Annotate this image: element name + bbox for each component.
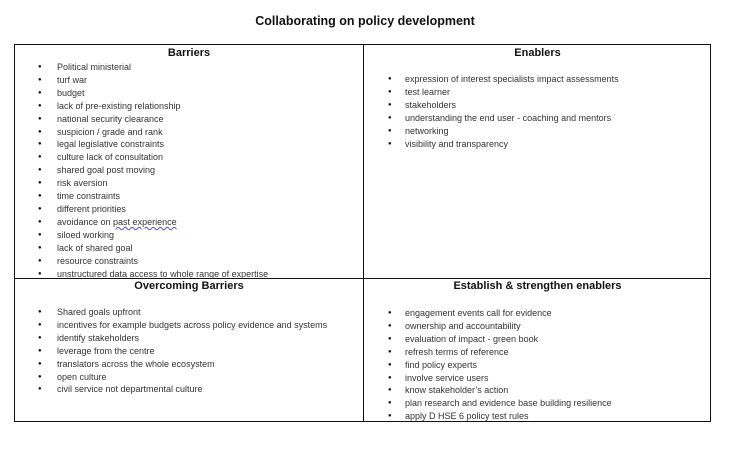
barriers-cell (15, 46, 363, 278)
establish-strengthen-heading: Establish & strengthen enablers (453, 280, 622, 292)
enablers-heading: Enablers (514, 47, 561, 59)
list-item: ● evaluation of impact - green book (364, 333, 711, 346)
establish-strengthen-list (364, 307, 711, 423)
list-item: ● Political ministerial (15, 61, 363, 74)
list-item: ● national security clearance (15, 113, 363, 126)
list-item: ● understanding the end user - coaching and mentors (364, 112, 711, 125)
list-item: ● plan research and evidence base building resilience (364, 397, 711, 410)
list-item: ● open culture (15, 371, 363, 384)
list-item: ● resource constraints (15, 255, 363, 268)
list-item: ● culture lack of consultation (15, 151, 363, 164)
list-item-spellcheck: ● avoidance on past experience (15, 216, 363, 229)
list-item: ● refresh terms of reference (364, 346, 711, 359)
list-item: ● risk aversion (15, 177, 363, 190)
list-item: ● turf war (15, 74, 363, 87)
enablers-list (364, 73, 711, 150)
list-item: ● visibility and transparency (364, 138, 711, 151)
list-item: ● civil service not departmental culture (15, 383, 363, 396)
list-item: ● unstructured data access to whole range of expertise (15, 268, 363, 281)
spellcheck-underline: past experience (113, 216, 177, 227)
list-item: ● budget (15, 87, 363, 100)
barriers-list (15, 61, 363, 280)
list-item: ● legal legislative constraints (15, 138, 363, 151)
page-title: Collaborating on policy development (255, 14, 475, 28)
list-item: ● engagement events call for evidence (364, 307, 711, 320)
list-item: ● networking (364, 125, 711, 138)
list-item: ● expression of interest specialists impact assessments (364, 73, 711, 86)
list-item: ● incentives for example budgets across policy evidence and systems (15, 319, 363, 332)
list-item: ● shared goal post moving (15, 164, 363, 177)
list-item: ● know stakeholder’s action (364, 384, 711, 397)
list-item: ● suspicion / grade and rank (15, 126, 363, 139)
list-item: ● apply D HSE 6 policy test rules (364, 410, 711, 423)
list-item: ● stakeholders (364, 99, 711, 112)
list-item: ● Shared goals upfront (15, 306, 363, 319)
list-item: ● translators across the whole ecosystem (15, 358, 363, 371)
list-item: ● lack of pre-existing relationship (15, 100, 363, 113)
enablers-cell (364, 46, 711, 278)
list-item: ● leverage from the centre (15, 345, 363, 358)
establish-strengthen-cell (364, 279, 711, 421)
list-item: ● test learner (364, 86, 711, 99)
list-item: ● different priorities (15, 203, 363, 216)
quadrant-table (14, 44, 711, 422)
barriers-heading: Barriers (167, 47, 211, 59)
list-item: ● lack of shared goal (15, 242, 363, 255)
list-item: ● time constraints (15, 190, 363, 203)
list-item: ● ownership and accountability (364, 320, 711, 333)
list-item: ● find policy experts (364, 359, 711, 372)
list-item: ● siloed working (15, 229, 363, 242)
overcoming-barriers-cell (15, 279, 363, 421)
overcoming-barriers-list (15, 306, 363, 396)
list-item: ● identify stakeholders (15, 332, 363, 345)
list-item: ● involve service users (364, 372, 711, 385)
overcoming-barriers-heading: Overcoming Barriers (134, 280, 244, 292)
